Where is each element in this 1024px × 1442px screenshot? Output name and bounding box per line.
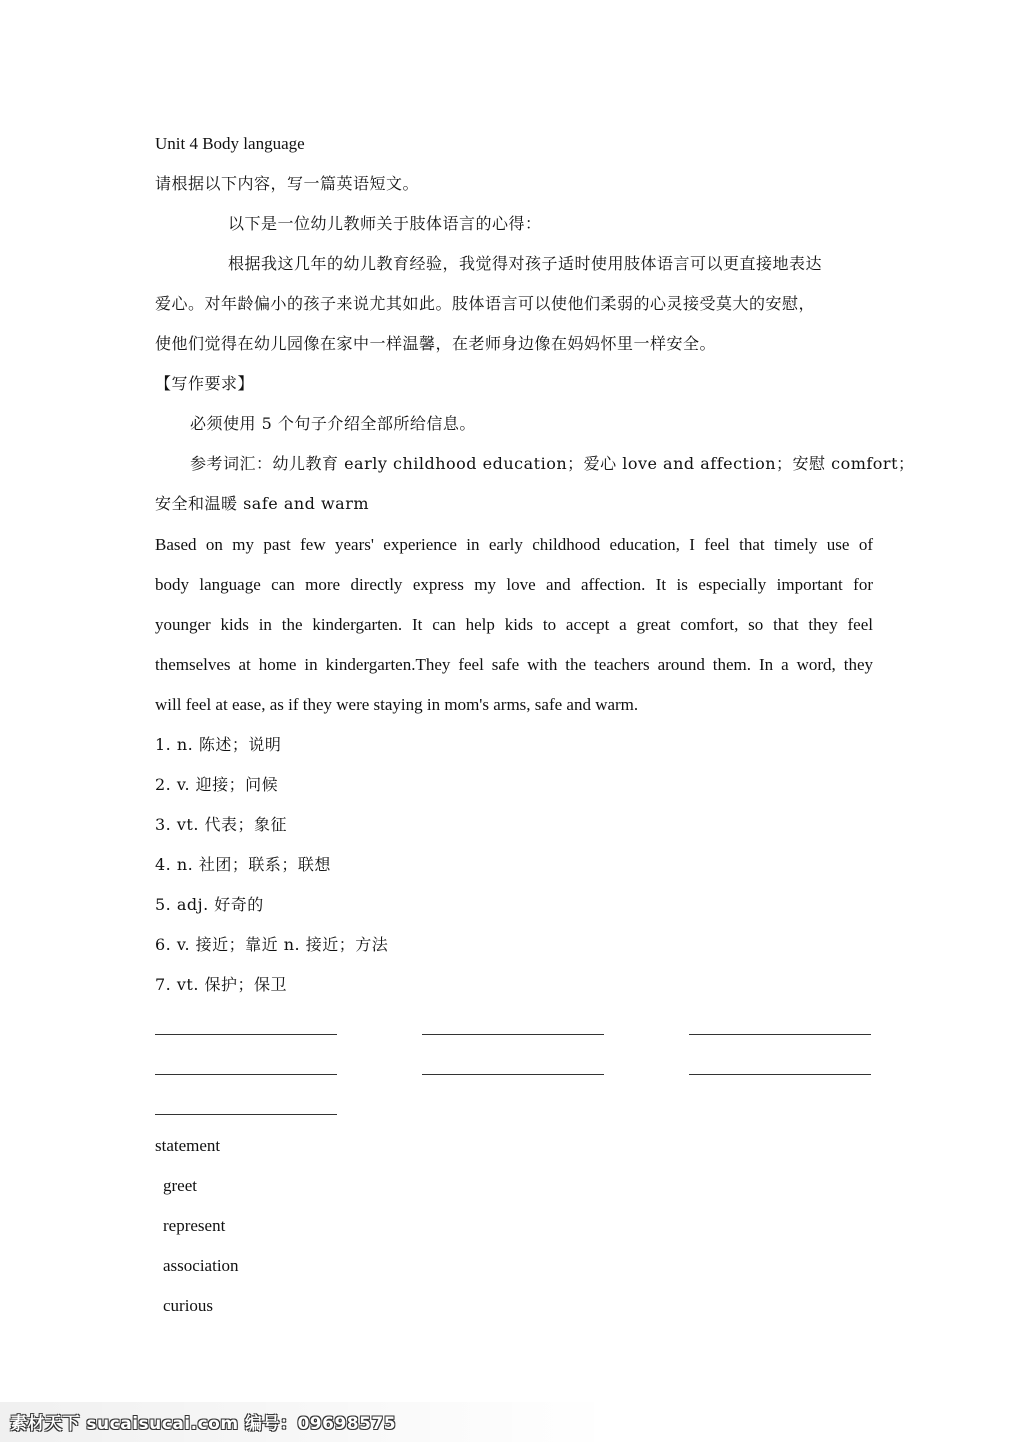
vocab-item: 5. adj. 好奇的 (155, 895, 264, 914)
answer-item: greet (163, 1176, 197, 1195)
vocab-item: 2. v. 迎接；问候 (155, 775, 279, 794)
instruction: 请根据以下内容，写一篇英语短文。 (155, 174, 420, 193)
answer-blank (155, 1114, 337, 1115)
answer-blank (155, 1034, 337, 1035)
watermark-bar (0, 1402, 1024, 1442)
requirements-heading: 【写作要求】 (155, 374, 255, 393)
passage-line: 爱心。对年龄偏小的孩子来说尤其如此。肢体语言可以使他们柔弱的心灵接受莫大的安慰， (155, 294, 816, 313)
vocab-item: 1. n. 陈述；说明 (155, 735, 282, 754)
essay-line: body language can more directly express my love and affection. It is especially important for (155, 575, 873, 594)
vocab-item: 4. n. 社团；联系；联想 (155, 855, 331, 874)
requirement-1: 必须使用 5 个句子介绍全部所给信息。 (190, 414, 476, 433)
vocab-hint-line-2: 安全和温暖 safe and warm (155, 494, 370, 513)
answer-blank (689, 1034, 871, 1035)
passage-line: 根据我这几年的幼儿教育经验，我觉得对孩子适时使用肢体语言可以更直接地表达 (228, 254, 823, 273)
answer-blank (689, 1074, 871, 1075)
vocab-item: 7. vt. 保护；保卫 (155, 975, 287, 994)
vocab-hint-line-1: 参考词汇：幼儿教育 early childhood education；爱心 love and affection；安慰 comfort； (190, 454, 915, 473)
answer-item: represent (163, 1216, 226, 1235)
answer-blank (422, 1074, 604, 1075)
essay-line: Based on my past few years' experience in early childhood education, I feel that timely use of (155, 535, 873, 554)
answer-blank (155, 1074, 337, 1075)
vocab-item: 6. v. 接近；靠近 n. 接近；方法 (155, 935, 389, 954)
answer-item: association (163, 1256, 239, 1275)
passage-line: 使他们觉得在幼儿园像在家中一样温馨，在老师身边像在妈妈怀里一样安全。 (155, 334, 717, 353)
essay-line: themselves at home in kindergarten.They feel safe with the teachers around them. In a word, they (155, 655, 873, 674)
watermark-text: 素材天下 sucaisucai.com 编号：09698575 (10, 1414, 397, 1434)
answer-blank (422, 1034, 604, 1035)
essay-line: younger kids in the kindergarten. It can help kids to accept a great comfort, so that they feel (155, 615, 873, 634)
essay-line: will feel at ease, as if they were staying in mom's arms, safe and warm. (155, 695, 639, 714)
answer-item: statement (155, 1136, 221, 1155)
intro: 以下是一位幼儿教师关于肢体语言的心得： (228, 214, 542, 233)
answer-item: curious (163, 1296, 214, 1315)
vocab-item: 3. vt. 代表；象征 (155, 815, 287, 834)
unit-title: Unit 4 Body language (155, 134, 305, 153)
